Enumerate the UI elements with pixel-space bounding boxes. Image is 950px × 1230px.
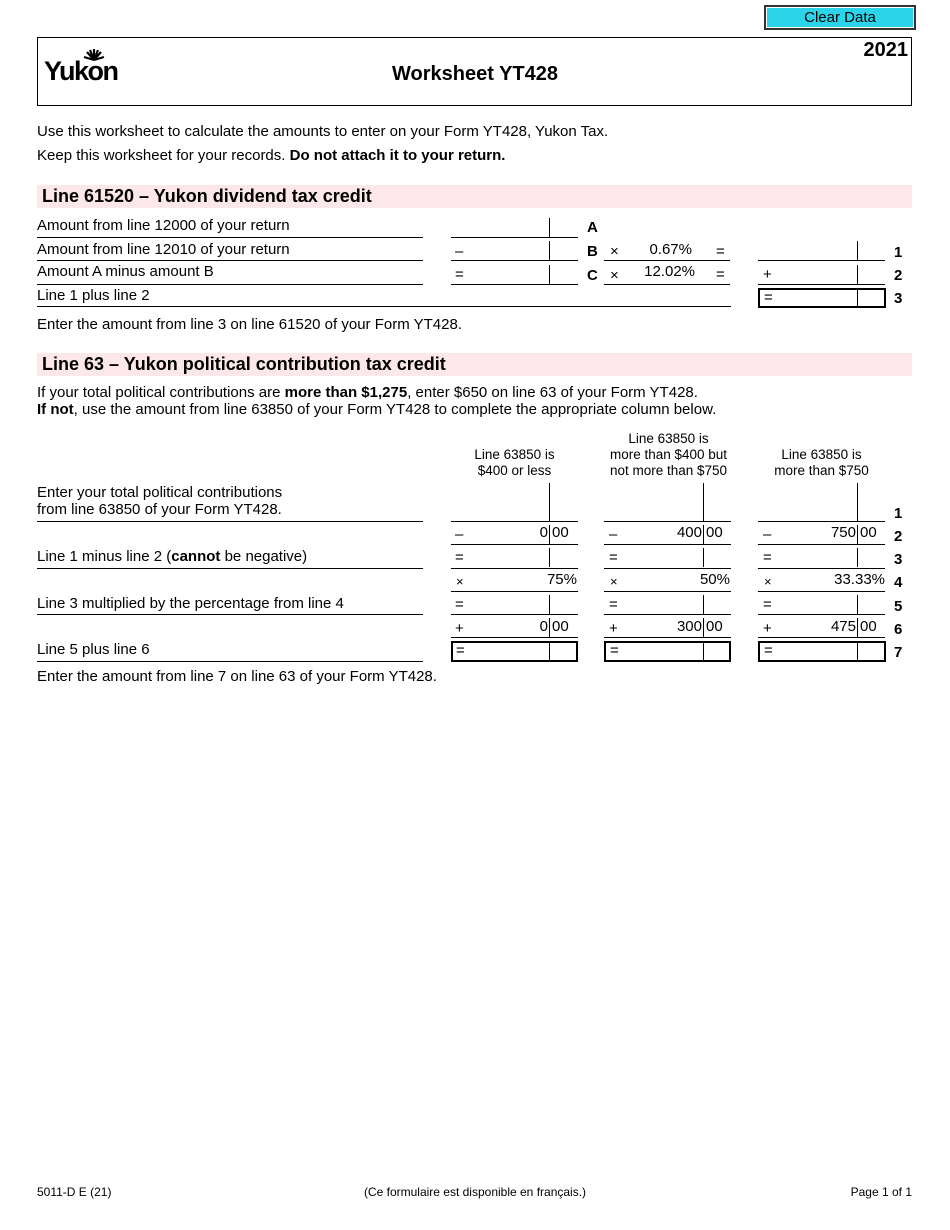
political-note: Enter the amount from line 7 on line 63 of your Form YT428. [37,668,437,685]
col3-line2-cents: 00 [860,524,877,541]
political-row-7-label: Line 5 plus line 6 [37,641,150,658]
logo-text: Yukon [44,56,118,86]
dividend-row-3-label: Line 1 plus line 2 [37,287,150,304]
col2-line6-cents: 00 [706,618,723,635]
line-number-7: 7 [894,644,903,661]
line-number-4: 4 [894,574,903,591]
col1-line1-field[interactable] [451,521,578,522]
line-number-1: 1 [894,505,903,522]
intro-line-2: Keep this worksheet for your records. Do not attach it to your return. [37,147,506,164]
col2-line2-cents: 00 [706,524,723,541]
line-1-field[interactable] [758,260,885,261]
col1-line7-total-field[interactable] [451,641,578,662]
col1-line2-dollars: 0 [539,524,548,541]
col1-line6-dollars: 0 [539,618,548,635]
amount-c-field[interactable] [451,284,578,285]
intro-line-1: Use this worksheet to calculate the amounts to enter on your Form YT428, Yukon Tax. [37,123,609,140]
dividend-row-c-label: Amount A minus amount B [37,263,214,280]
line-number-6: 6 [894,621,903,638]
french-availability: (Ce formulaire est disponible en français.) [363,1185,587,1199]
col2-line5-field[interactable] [604,614,731,615]
section-heading-political: Line 63 – Yukon political contribution tax credit [42,354,446,374]
col3-rate: 33.33% [834,571,885,588]
dividend-row-b-label: Amount from line 12010 of your return [37,241,290,258]
amount-a-field[interactable] [451,237,578,238]
col1-line3-field[interactable] [451,568,578,569]
col3-line6-dollars: 475 [830,618,856,635]
col1-line2-cents: 00 [552,524,569,541]
col1-line5-field[interactable] [451,614,578,615]
page-title: Worksheet YT428 [391,63,558,85]
section-heading-dividend: Line 61520 – Yukon dividend tax credit [42,186,372,206]
political-row-3-label: Line 1 minus line 2 (cannot be negative) [37,548,308,565]
rate-c: 12.02% [644,263,695,280]
line-2-field[interactable] [758,284,885,285]
letter-c: C [587,267,598,284]
col2-line7-total-field[interactable] [604,641,731,662]
clear-data-button[interactable]: Clear Data [764,5,916,30]
col3-line7-total-field[interactable] [758,641,886,662]
col1-rate: 75% [546,571,577,588]
line-number-5: 5 [894,598,903,615]
political-row-5-label: Line 3 multiplied by the percentage from line 4 [37,595,344,612]
col1-line6-cents: 00 [552,618,569,635]
form-year: 2021 [863,39,908,61]
col2-line2-dollars: 400 [676,524,702,541]
dividend-note: Enter the amount from line 3 on line 61520 of your Form YT428. [37,316,462,333]
letter-b: B [587,243,598,260]
col3-line5-field[interactable] [758,614,885,615]
amount-b-field[interactable] [451,260,578,261]
col3-line3-field[interactable] [758,568,885,569]
line-number-2: 2 [894,528,903,545]
form-code: 5011-D E (21) [37,1185,112,1199]
dividend-row-a-label: Amount from line 12000 of your return [37,217,290,234]
line-3-total-field[interactable] [758,288,886,308]
rate-b: 0.67% [649,241,692,258]
col3-line1-field[interactable] [758,521,885,522]
page-number: Page 1 of 1 [850,1185,912,1199]
col-heading-1: Line 63850 is $400 or less [474,447,555,478]
political-row-1-label: Enter your total political contributions from line 63850 of your Form YT428. [37,484,283,518]
col2-line6-dollars: 300 [676,618,702,635]
col2-rate: 50% [699,571,730,588]
line-number-3: 3 [894,551,903,568]
col3-line2-dollars: 750 [830,524,856,541]
col-heading-3: Line 63850 is more than $750 [774,447,869,478]
col2-line3-field[interactable] [604,568,731,569]
letter-a: A [587,219,598,236]
col2-line1-field[interactable] [604,521,731,522]
political-para-1: If your total political contributions are more than $1,275, enter $650 on line 63 of your Form YT428. [37,384,698,401]
political-para-2: If not, use the amount from line 63850 of your Form YT428 to complete the appropriate column below. [37,401,717,418]
col-heading-2: Line 63850 is more than $400 but not more than $750 [609,431,728,478]
col3-line6-cents: 00 [860,618,877,635]
